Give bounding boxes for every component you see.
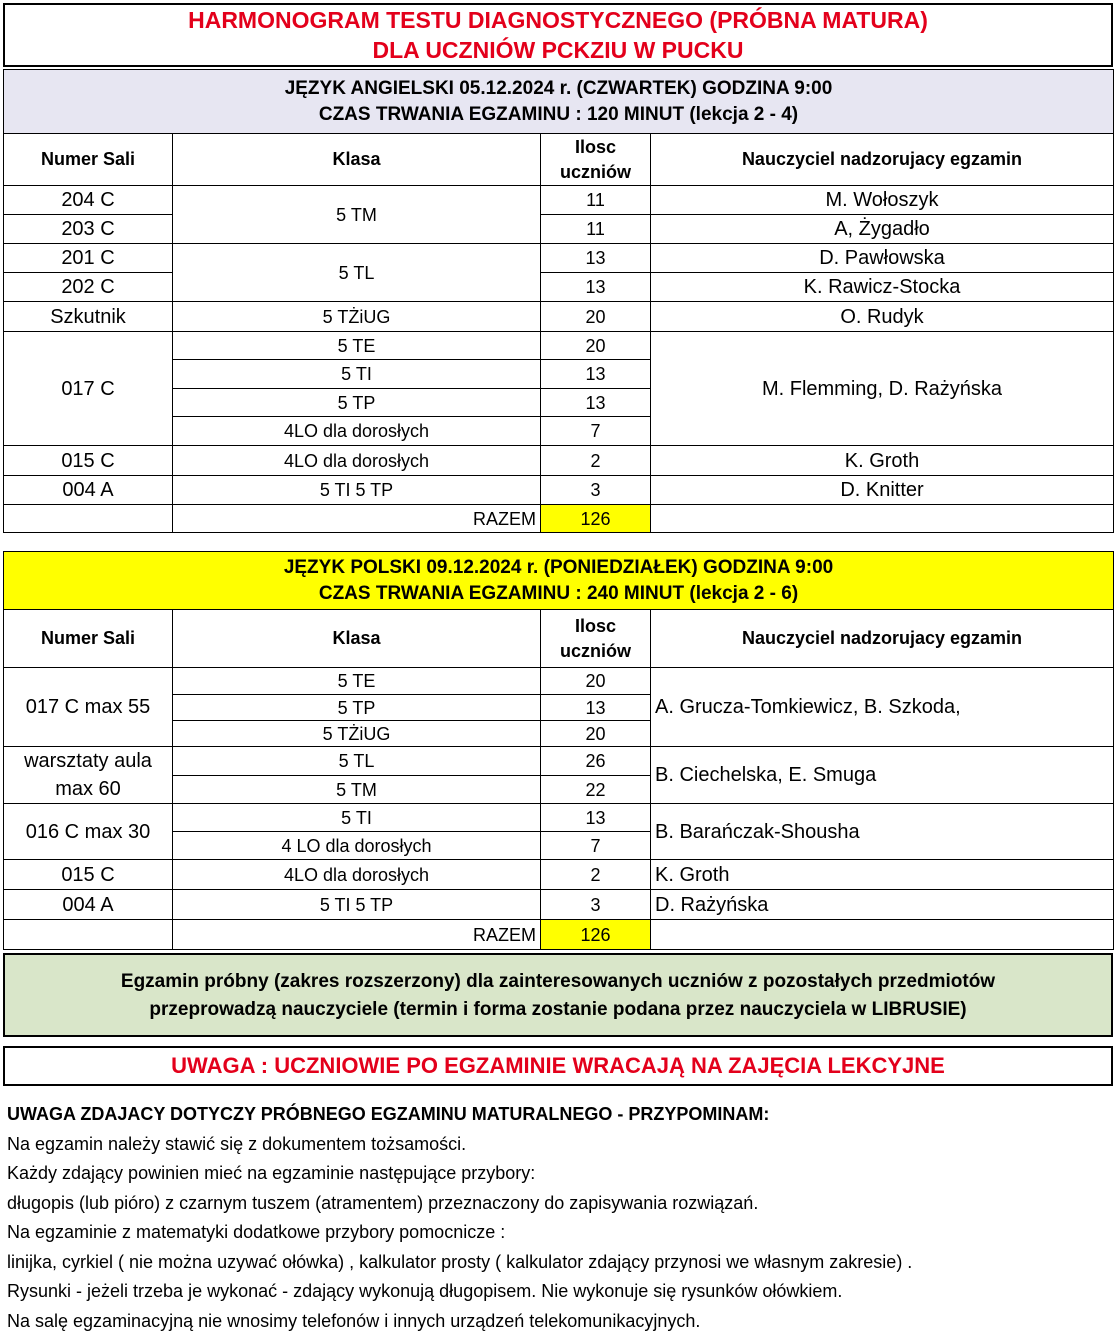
teacher-cell: A. Grucza-Tomkiewicz, B. Szkoda, (651, 668, 1114, 747)
class-cell: 5 TŻiUG (173, 721, 541, 747)
count-cell: 7 (541, 832, 651, 860)
count-cell: 22 (541, 776, 651, 804)
total-label: RAZEM (173, 920, 541, 950)
count-cell: 20 (541, 668, 651, 695)
col-count-line-1: Ilosc (574, 136, 617, 157)
teacher-cell: D. Rażyńska (651, 890, 1114, 920)
class-cell: 5 TP (173, 389, 541, 417)
class-cell: 4LO dla dorosłych (173, 446, 541, 476)
teacher-cell: K. Rawicz-Stocka (651, 273, 1114, 302)
count-cell: 13 (541, 244, 651, 273)
reminder-line: Na egzamin należy stawić się z dokumentem tożsamości. (7, 1133, 467, 1154)
return-to-class-warning: UWAGA : UCZNIOWIE PO EGZAMINIE WRACAJĄ NA ZAJĘCIA LEKCYJNE (3, 1046, 1113, 1086)
english-exam-header (4, 70, 1114, 134)
col-teacher-header: Nauczyciel nadzorujacy egzamin (651, 134, 1114, 186)
document-title (3, 3, 1113, 67)
polish-header-line-1: JĘZYK POLSKI 09.12.2024 r. (PONIEDZIAŁEK) GODZINA 9:00 (283, 556, 834, 578)
note-line-1: Egzamin próbny (zakres rozszerzony) dla zainteresowanych uczniów z pozostałych przedmiotów (120, 971, 996, 992)
polish-header-line-2: CZAS TRWANIA EGZAMINU : 240 MINUT (lekcja 2 - 6) (318, 582, 799, 604)
room-line-2: max 60 (55, 778, 121, 800)
empty-cell (651, 920, 1114, 950)
english-header-line-1: JĘZYK ANGIELSKI 05.12.2024 r. (CZWARTEK) GODZINA 9:00 (284, 77, 833, 99)
class-cell: 5 TŻiUG (173, 302, 541, 332)
room-cell: 201 C (4, 244, 173, 273)
teacher-cell: B. Ciechelska, E. Smuga (651, 747, 1114, 804)
reminder-line: linijka, cyrkiel ( nie można uzywać ołówka) , kalkulator prosty ( kalkulator zdający przynosi we własnym zakresie) . (7, 1251, 913, 1272)
reminder-heading: UWAGA ZDAJACY DOTYCZY PRÓBNEGO EGZAMINU MATURALNEGO - PRZYPOMINAM: (7, 1104, 770, 1124)
count-cell: 20 (541, 332, 651, 360)
teacher-cell: K. Groth (651, 860, 1114, 890)
reminder-line: długopis (lub pióro) z czarnym tuszem (atramentem) przeznaczony do zapisywania rozwiązań. (7, 1192, 759, 1213)
count-cell: 13 (541, 804, 651, 832)
total-value: 126 (541, 505, 651, 533)
room-cell: 017 C (4, 332, 173, 446)
reminder-line: Każdy zdający powinien mieć na egzaminie następujące przybory: (7, 1163, 536, 1183)
col-count-header (541, 610, 651, 668)
class-cell: 4 LO dla dorosłych (173, 832, 541, 860)
room-cell: 017 C max 55 (4, 668, 173, 747)
count-cell: 2 (541, 860, 651, 890)
note-line-2: przeprowadzą nauczyciele (termin i forma zostanie podana przez nauczyciela w LIBRUSIE) (149, 999, 967, 1020)
count-cell: 11 (541, 186, 651, 215)
teacher-cell: B. Barańczak-Shousha (651, 804, 1114, 860)
class-cell: 5 TM (173, 186, 541, 244)
room-cell: 004 A (4, 476, 173, 505)
room-cell: 203 C (4, 215, 173, 244)
count-cell: 3 (541, 476, 651, 505)
count-cell: 20 (541, 302, 651, 332)
class-cell: 5 TI 5 TP (173, 890, 541, 920)
count-cell: 26 (541, 747, 651, 776)
teacher-cell: D. Pawłowska (651, 244, 1114, 273)
room-cell: 015 C (4, 860, 173, 890)
reminder-line: Rysunki - jeżeli trzeba je wykonać - zdający wykonują długopisem. Nie wykonuje się rysunków ołówkiem. (7, 1281, 843, 1301)
room-cell: 204 C (4, 186, 173, 215)
count-cell: 20 (541, 721, 651, 747)
col-room-header: Numer Sali (4, 134, 173, 186)
col-teacher-header: Nauczyciel nadzorujacy egzamin (651, 610, 1114, 668)
count-cell: 7 (541, 417, 651, 446)
room-cell: 004 A (4, 890, 173, 920)
class-cell: 4LO dla dorosłych (173, 860, 541, 890)
col-count-line-2: uczniów (560, 640, 631, 661)
count-cell: 11 (541, 215, 651, 244)
room-line-1: warsztaty aula (24, 750, 152, 772)
count-cell: 13 (541, 360, 651, 389)
count-cell: 2 (541, 446, 651, 476)
col-count-header (541, 134, 651, 186)
room-cell: 016 C max 30 (4, 804, 173, 860)
teacher-cell: M. Wołoszyk (651, 186, 1114, 215)
class-cell: 5 TE (173, 668, 541, 695)
col-class-header: Klasa (173, 610, 541, 668)
class-cell: 5 TI 5 TP (173, 476, 541, 505)
class-cell: 5 TE (173, 332, 541, 360)
class-cell: 5 TI (173, 804, 541, 832)
empty-cell (651, 505, 1114, 533)
room-cell: Szkutnik (4, 302, 173, 332)
count-cell: 13 (541, 695, 651, 721)
extended-exam-note (3, 953, 1113, 1037)
col-count-line-1: Ilosc (574, 615, 617, 636)
teacher-cell: K. Groth (651, 446, 1114, 476)
class-cell: 4LO dla dorosłych (173, 417, 541, 446)
teacher-cell: A, Żygadło (651, 215, 1114, 244)
class-cell: 5 TI (173, 360, 541, 389)
teacher-cell: M. Flemming, D. Rażyńska (651, 332, 1114, 446)
col-room-header: Numer Sali (4, 610, 173, 668)
polish-exam-header (4, 552, 1114, 610)
english-schedule-table (3, 69, 1114, 533)
class-cell: 5 TM (173, 776, 541, 804)
teacher-cell: O. Rudyk (651, 302, 1114, 332)
title-line-1: HARMONOGRAM TESTU DIAGNOSTYCZNEGO (PRÓBNA MATURA) (188, 7, 928, 33)
exam-reminder (7, 1100, 1112, 1336)
room-cell (4, 747, 173, 804)
empty-cell (4, 505, 173, 533)
polish-schedule-table (3, 551, 1114, 950)
count-cell: 13 (541, 389, 651, 417)
col-count-line-2: uczniów (560, 161, 631, 182)
title-line-2: DLA UCZNIÓW PCKZIU W PUCKU (372, 37, 744, 63)
class-cell: 5 TP (173, 695, 541, 721)
total-value: 126 (541, 920, 651, 950)
reminder-line: Na egzaminie z matematyki dodatkowe przybory pomocnicze : (7, 1222, 506, 1242)
count-cell: 13 (541, 273, 651, 302)
teacher-cell: D. Knitter (651, 476, 1114, 505)
total-label: RAZEM (173, 505, 541, 533)
reminder-line: Na salę egzaminacyjną nie wnosimy telefonów i innych urządzeń telekomunikacyjnych. (7, 1310, 701, 1331)
room-cell: 015 C (4, 446, 173, 476)
empty-cell (4, 920, 173, 950)
count-cell: 3 (541, 890, 651, 920)
col-class-header: Klasa (173, 134, 541, 186)
class-cell: 5 TL (173, 244, 541, 302)
room-cell: 202 C (4, 273, 173, 302)
english-header-line-2: CZAS TRWANIA EGZAMINU : 120 MINUT (lekcja 2 - 4) (318, 103, 799, 125)
class-cell: 5 TL (173, 747, 541, 776)
